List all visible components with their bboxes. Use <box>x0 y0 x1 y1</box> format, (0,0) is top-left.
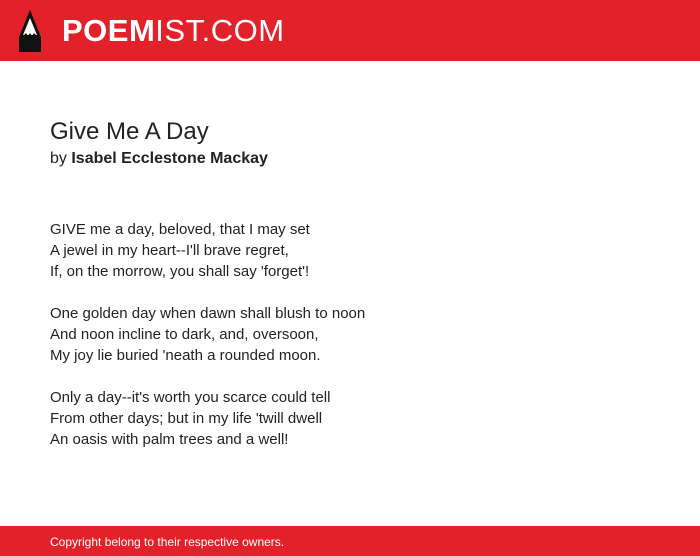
poem-stanza <box>50 387 650 450</box>
site-logo-text <box>62 9 285 53</box>
poem-line: And noon incline to dark, and, oversoon, <box>50 326 319 343</box>
poem-byline <box>50 149 268 169</box>
poem-stanza <box>50 219 650 282</box>
pencil-tip-icon <box>17 9 43 53</box>
poem-line: A jewel in my heart--I'll brave regret, <box>50 242 289 259</box>
site-footer <box>0 526 700 556</box>
byline-label: by <box>50 150 67 167</box>
poem-stanza <box>50 303 650 366</box>
site-header <box>0 0 700 61</box>
poem-line: One golden day when dawn shall blush to noon <box>50 305 366 322</box>
poem-line: My joy lie buried 'neath a rounded moon. <box>50 347 321 364</box>
poem-line: From other days; but in my life 'twill dwell <box>50 410 323 427</box>
poem-line: An oasis with palm trees and a well! <box>50 431 289 448</box>
logo-text-bold: POEM <box>62 13 156 48</box>
poem-line: GIVE me a day, beloved, that I may set <box>50 221 310 238</box>
copyright-notice: Copyright belong to their respective owners. <box>50 535 285 549</box>
logo-text-light: IST.COM <box>155 13 285 48</box>
poem-body <box>50 219 650 471</box>
poem-title: Give Me A Day <box>50 118 209 145</box>
site-logo-link[interactable] <box>17 9 285 53</box>
poem-line: If, on the morrow, you shall say 'forget'! <box>50 263 310 280</box>
poem-line: Only a day--it's worth you scarce could tell <box>50 389 331 406</box>
poem-author: Isabel Ecclestone Mackay <box>71 150 268 167</box>
